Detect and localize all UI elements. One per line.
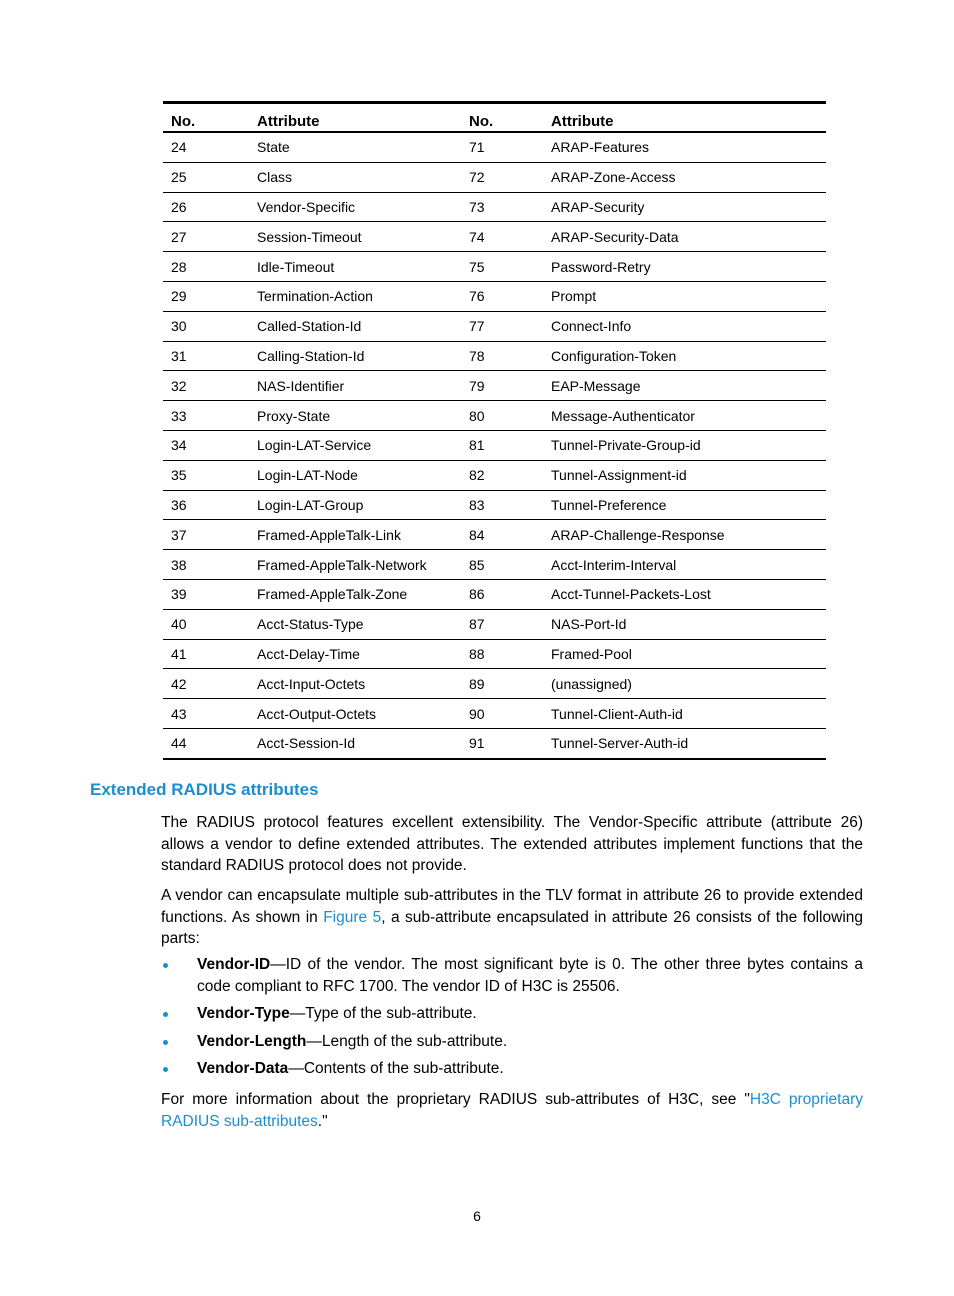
cell-no-right: 76 bbox=[469, 288, 485, 305]
cell-attribute-right: Password-Retry bbox=[551, 258, 651, 275]
cell-attribute-right: Tunnel-Client-Auth-id bbox=[551, 705, 683, 722]
header-no-2: No. bbox=[469, 113, 494, 130]
cell-attribute-left: Framed-AppleTalk-Network bbox=[257, 556, 427, 573]
list-item bbox=[161, 1003, 863, 1031]
paragraph-more-info-text-end: ." bbox=[317, 1112, 328, 1130]
table-row bbox=[163, 699, 826, 729]
cell-attribute-right: ARAP-Challenge-Response bbox=[551, 526, 725, 543]
cell-no-right: 80 bbox=[469, 407, 485, 424]
bullet-term: Vendor-ID bbox=[197, 956, 271, 973]
cell-no-left: 27 bbox=[171, 228, 187, 245]
cell-attribute-right: NAS-Port-Id bbox=[551, 616, 627, 633]
cell-no-left: 29 bbox=[171, 288, 187, 305]
cell-no-left: 31 bbox=[171, 347, 187, 364]
cell-no-left: 32 bbox=[171, 377, 187, 394]
cell-attribute-right: Tunnel-Private-Group-id bbox=[551, 437, 701, 454]
header-attribute-1: Attribute bbox=[257, 113, 320, 130]
bullet-text: —Contents of the sub-attribute. bbox=[288, 1060, 504, 1077]
cell-attribute-left: Acct-Output-Octets bbox=[257, 705, 377, 722]
cell-attribute-right: Framed-Pool bbox=[551, 645, 632, 662]
paragraph-extensibility: The RADIUS protocol features excellent extensibility. The Vendor-Specific attribute (attribute 26) allows a vendor to define extended attributes. The extended attributes implement functions that the standard RADIUS protocol does not provide. bbox=[161, 814, 863, 874]
cell-attribute-right: Tunnel-Preference bbox=[551, 496, 667, 513]
cell-attribute-left: Acct-Delay-Time bbox=[257, 645, 360, 662]
cell-attribute-right: Message-Authenticator bbox=[551, 407, 695, 424]
cell-no-right: 88 bbox=[469, 645, 485, 662]
cell-no-right: 75 bbox=[469, 258, 485, 275]
table-row bbox=[163, 639, 826, 669]
bullet-dot-icon bbox=[163, 1040, 168, 1045]
cell-attribute-left: Vendor-Specific bbox=[257, 198, 356, 215]
bullet-dot-icon bbox=[163, 1012, 168, 1017]
sub-attribute-parts-list bbox=[161, 954, 863, 1085]
bullet-text: —Length of the sub-attribute. bbox=[306, 1033, 508, 1050]
cell-no-left: 41 bbox=[171, 645, 187, 662]
cell-no-left: 33 bbox=[171, 407, 187, 424]
cell-no-right: 90 bbox=[469, 705, 485, 722]
cell-attribute-right: Prompt bbox=[551, 288, 597, 305]
table-body bbox=[163, 132, 826, 759]
cell-attribute-right: EAP-Message bbox=[551, 377, 641, 394]
cell-attribute-right: ARAP-Security bbox=[551, 198, 645, 215]
table-row bbox=[163, 132, 826, 162]
paragraph-more-info-text-start: For more information about the proprietary RADIUS sub-attributes of H3C, see " bbox=[161, 1091, 750, 1108]
header-no-1: No. bbox=[171, 113, 196, 130]
cell-no-right: 79 bbox=[469, 377, 485, 394]
cell-no-left: 39 bbox=[171, 586, 187, 603]
cell-no-right: 78 bbox=[469, 347, 485, 364]
cell-attribute-right: (unassigned) bbox=[551, 675, 632, 692]
radius-attribute-table bbox=[163, 101, 826, 760]
cell-attribute-right: Acct-Interim-Interval bbox=[551, 556, 677, 573]
cell-attribute-right: ARAP-Security-Data bbox=[551, 228, 679, 245]
cell-no-right: 73 bbox=[469, 198, 485, 215]
cell-attribute-left: Framed-AppleTalk-Zone bbox=[257, 586, 408, 603]
table-row bbox=[163, 669, 826, 699]
cell-no-right: 77 bbox=[469, 318, 485, 335]
cell-attribute-left: Proxy-State bbox=[257, 407, 331, 424]
cell-attribute-left: Acct-Input-Octets bbox=[257, 675, 366, 692]
cell-no-right: 91 bbox=[469, 735, 485, 752]
table-row bbox=[163, 430, 826, 460]
bullet-dot-icon bbox=[163, 1067, 168, 1072]
cell-no-right: 87 bbox=[469, 616, 485, 633]
table-row bbox=[163, 341, 826, 371]
cell-no-right: 71 bbox=[469, 139, 485, 156]
figure-5-link[interactable]: Figure 5 bbox=[323, 908, 382, 926]
cell-no-left: 34 bbox=[171, 437, 187, 454]
table-row bbox=[163, 311, 826, 341]
page-number: 6 bbox=[473, 1208, 481, 1224]
cell-attribute-right: Tunnel-Assignment-id bbox=[551, 467, 687, 484]
list-item bbox=[161, 954, 863, 1003]
cell-no-left: 36 bbox=[171, 496, 187, 513]
cell-no-left: 35 bbox=[171, 467, 187, 484]
table-row bbox=[163, 162, 826, 192]
table-row bbox=[163, 371, 826, 401]
paragraph-tlv-text-start: A vendor can encapsulate multiple sub-attributes in the TLV format in attribute 26 to provide extended functions. As shown in bbox=[161, 887, 863, 926]
cell-attribute-right: ARAP-Features bbox=[551, 139, 650, 156]
cell-no-left: 30 bbox=[171, 318, 187, 335]
cell-no-right: 72 bbox=[469, 169, 485, 186]
cell-no-right: 74 bbox=[469, 228, 485, 245]
bullet-term: Vendor-Type bbox=[197, 1005, 290, 1022]
cell-attribute-left: Class bbox=[257, 169, 293, 186]
cell-no-right: 84 bbox=[469, 526, 485, 543]
table-header-row bbox=[163, 103, 826, 133]
bullet-term: Vendor-Data bbox=[197, 1060, 289, 1077]
cell-attribute-left: Acct-Status-Type bbox=[257, 616, 364, 633]
cell-no-left: 24 bbox=[171, 139, 187, 156]
cell-no-right: 89 bbox=[469, 675, 485, 692]
table-row bbox=[163, 490, 826, 520]
cell-attribute-left: State bbox=[257, 139, 290, 156]
table-row bbox=[163, 520, 826, 550]
cell-attribute-left: Idle-Timeout bbox=[257, 258, 335, 275]
cell-attribute-right: ARAP-Zone-Access bbox=[551, 169, 676, 186]
cell-attribute-left: Framed-AppleTalk-Link bbox=[257, 526, 401, 543]
cell-attribute-right: Connect-Info bbox=[551, 318, 632, 335]
bullet-text: —Type of the sub-attribute. bbox=[289, 1005, 477, 1022]
cell-no-right: 83 bbox=[469, 496, 485, 513]
table-row bbox=[163, 609, 826, 639]
paragraph-tlv bbox=[161, 885, 863, 950]
cell-attribute-left: Acct-Session-Id bbox=[257, 735, 356, 752]
bullet-dot-icon bbox=[163, 963, 168, 968]
cell-no-right: 86 bbox=[469, 586, 485, 603]
cell-attribute-left: Login-LAT-Service bbox=[257, 437, 372, 454]
table-row bbox=[163, 460, 826, 490]
cell-no-left: 38 bbox=[171, 556, 187, 573]
bullet-term: Vendor-Length bbox=[197, 1033, 307, 1050]
cell-attribute-left: Login-LAT-Node bbox=[257, 467, 358, 484]
list-item bbox=[161, 1031, 863, 1058]
cell-attribute-left: Calling-Station-Id bbox=[257, 347, 365, 364]
table-row bbox=[163, 222, 826, 252]
table-row bbox=[163, 192, 826, 222]
table-row bbox=[163, 281, 826, 311]
cell-no-left: 26 bbox=[171, 198, 187, 215]
cell-attribute-left: Termination-Action bbox=[257, 288, 373, 305]
cell-attribute-right: Tunnel-Server-Auth-id bbox=[551, 735, 689, 752]
cell-no-right: 82 bbox=[469, 467, 485, 484]
cell-no-left: 42 bbox=[171, 675, 187, 692]
cell-attribute-left: Session-Timeout bbox=[257, 228, 362, 245]
bullet-text: —ID of the vendor. The most significant byte is 0. The other three bytes contains a code compliant to RFC 1700. The vendor ID of H3C is 25506. bbox=[197, 956, 863, 995]
paragraph-tlv-text-end: , a sub-attribute encapsulated in attribute 26 consists of the following parts: bbox=[161, 908, 864, 947]
table-row bbox=[163, 728, 826, 758]
cell-attribute-left: Login-LAT-Group bbox=[257, 496, 364, 513]
h3c-proprietary-attributes-link[interactable]: H3C proprietary RADIUS sub-attributes bbox=[161, 1091, 863, 1130]
cell-no-left: 28 bbox=[171, 258, 187, 275]
cell-attribute-left: NAS-Identifier bbox=[257, 377, 345, 394]
section-heading: Extended RADIUS attributes bbox=[90, 780, 319, 799]
paragraph-more-info bbox=[161, 1089, 863, 1132]
cell-attribute-left: Called-Station-Id bbox=[257, 318, 362, 335]
table-row bbox=[163, 252, 826, 282]
cell-no-right: 85 bbox=[469, 556, 485, 573]
cell-no-left: 44 bbox=[171, 735, 187, 752]
cell-no-left: 43 bbox=[171, 705, 187, 722]
cell-no-left: 40 bbox=[171, 616, 187, 633]
table-row bbox=[163, 579, 826, 609]
cell-attribute-right: Configuration-Token bbox=[551, 347, 677, 364]
cell-no-left: 37 bbox=[171, 526, 187, 543]
list-item bbox=[161, 1058, 863, 1085]
cell-attribute-right: Acct-Tunnel-Packets-Lost bbox=[551, 586, 711, 603]
cell-no-left: 25 bbox=[171, 169, 187, 186]
header-attribute-2: Attribute bbox=[551, 113, 614, 130]
table-row bbox=[163, 401, 826, 431]
cell-no-right: 81 bbox=[469, 437, 485, 454]
table-row bbox=[163, 550, 826, 580]
